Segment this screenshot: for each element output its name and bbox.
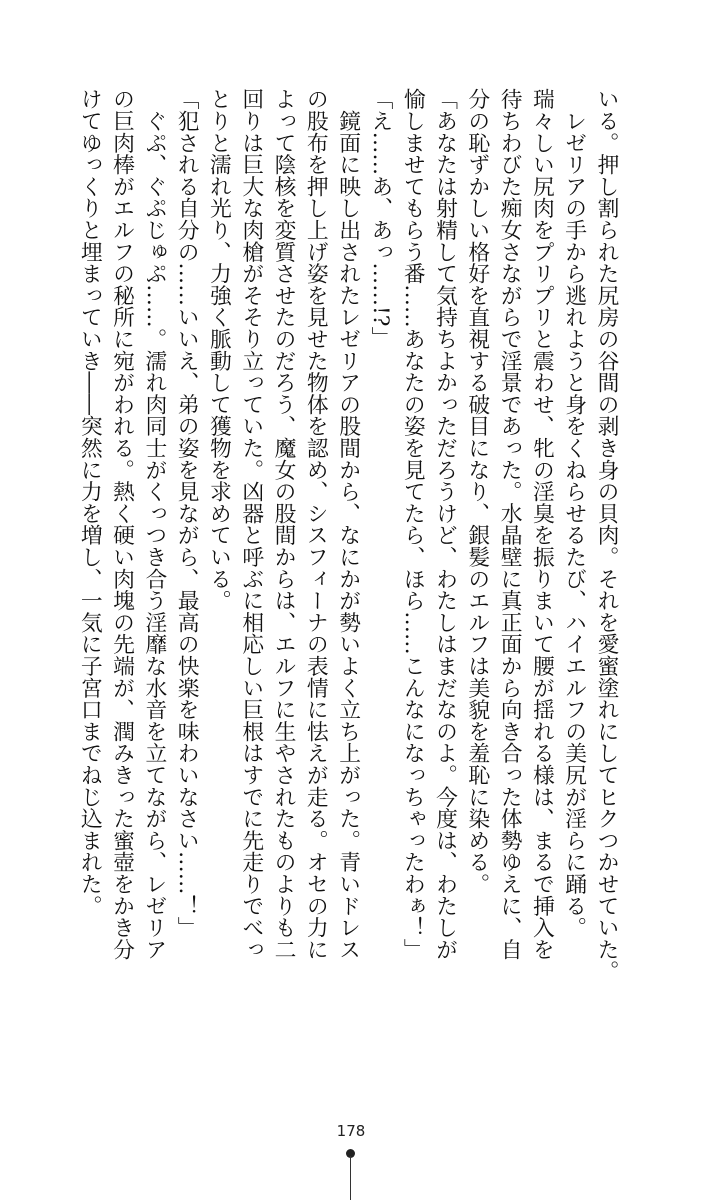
text-line: 鏡面に映し出されたレゼリアの股間から、なにかが勢いよく立ち上がった。青いドレス — [335, 88, 361, 960]
text-line: とりと濡れ光り、力強く脈動して獲物を求めている。 — [206, 88, 232, 612]
text-line: 瑞々しい尻肉をプリプリと震わせ、牝の淫臭を振りまいて腰が揺れる様は、まるで挿入を — [529, 88, 555, 960]
text-line: 回りは巨大な肉槍がそそり立っていた。凶器と呼ぶに相応しい巨根はすでに先走りでべっ — [238, 88, 264, 960]
text-line: よって陰核を変質させたのだろう、魔女の股間からは、エルフに生やされたものよりも二 — [271, 88, 297, 960]
text-line: いる。押し割られた尻房の谷間の剥き身の貝肉。それを愛蜜塗れにしてヒクつかせていた。 — [594, 88, 619, 982]
text-line: レゼリアの手から逃れようと身をくねらせるたび、ハイエルフの美尻が淫らに踊る。 — [561, 88, 587, 939]
text-line: の巨肉棒がエルフの秘所に宛がわれる。熱く硬い肉塊の先端が、潤みきった蜜壺をかき分 — [109, 88, 135, 960]
text-line: けてゆっくりと埋まっていき――突然に力を増し、一気に子宮口までねじ込まれた。 — [77, 88, 103, 917]
text-line: 「え……あ、あっ……!?」 — [367, 88, 393, 349]
text-line: 「あなたは射精して気持ちよかっただろうけど、わたしはまだなのよ。今度は、わたしが — [432, 88, 458, 960]
text-line: 愉しませてもらう番……あなたの姿を見てたら、ほら……こんなになっちゃったわぁ！」 — [400, 88, 426, 960]
text-line: 「犯される自分の……いいえ、弟の姿を見ながら、最高の快楽を味わいなさい……！」 — [174, 88, 200, 939]
ornament-line — [350, 1156, 351, 1200]
page-number: 178 — [336, 1122, 366, 1140]
text-line: 分の恥ずかしい格好を直視する破目になり、銀髪のエルフは美貌を羞恥に染める。 — [464, 88, 490, 895]
text-line: 待ちわびた痴女さながらで淫景であった。水晶壁に真正面から向き合った体勢ゆえに、自 — [497, 88, 523, 960]
text-line: ぐぷ、ぐぷじゅぷ……。濡れ肉同士がくっつき合う淫靡な水音を立てながら、レゼリア — [141, 88, 167, 960]
text-line: の股布を押し上げ姿を見せた物体を認め、シスフィーナの表情に怯えが走る。オセの力に — [303, 88, 329, 960]
body-text — [73, 88, 622, 993]
